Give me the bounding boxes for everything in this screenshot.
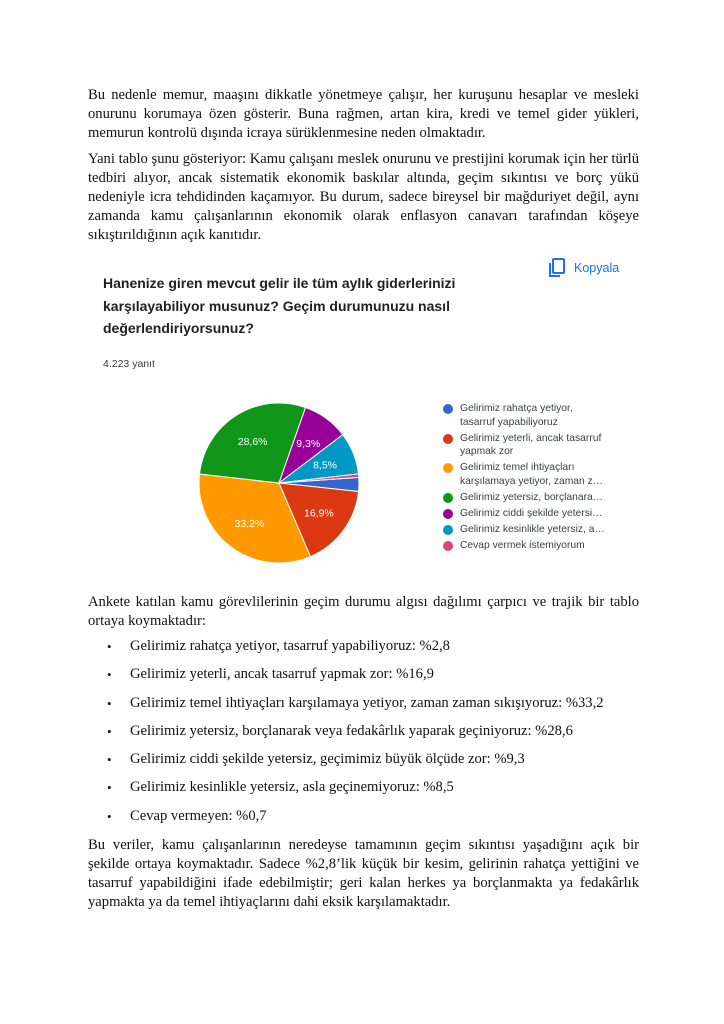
- chart-legend: [443, 402, 623, 555]
- pie-chart: [198, 402, 360, 564]
- paragraph-conclusion: Bu veriler, kamu çalışanlarının neredeyse tamamının geçim sıkıntısı yaşadığını açık bir şekilde ortaya koymaktadır. Sadece %2,8’lik küçük bir kesim, gelirinin rahatça yettiğini ve tasarruf yapabildiğini ifade edebilmiştir; geri kalan herkes ya borçlanmakta ya fedakârlık yapmakta ya da temel ihtiyaçlarını dahi eksik karşılamaktadır.: [88, 837, 639, 910]
- list-item: • Gelirimiz kesinlikle yetersiz, asla geçinemiyoruz: %8,5: [107, 779, 454, 796]
- legend-item: Gelirimiz rahatça yetiyor, tasarruf yapabiliyoruz: [443, 402, 623, 429]
- list-item: • Cevap vermeyen: %0,7: [107, 807, 267, 824]
- copy-button[interactable]: [548, 258, 619, 278]
- bullet-icon: •: [107, 667, 112, 683]
- list-item: • Gelirimiz yetersiz, borçlanarak veya fedakârlık yaparak geçiniyoruz: %28,6: [107, 722, 573, 739]
- pie-slice-label: 28,6%: [237, 435, 268, 448]
- bullet-icon: •: [107, 695, 112, 711]
- list-item: • Gelirimiz yeterli, ancak tasarruf yapmak zor: %16,9: [107, 666, 434, 683]
- bullet-icon: •: [107, 752, 112, 768]
- list-item: • Gelirimiz rahatça yetiyor, tasarruf yapabiliyoruz: %2,8: [107, 638, 450, 654]
- legend-item: Gelirimiz temel ihtiyaçları karşılamaya yetiyor, zaman z…: [443, 461, 623, 488]
- pie-slice-label: 9,3%: [296, 437, 321, 450]
- copy-label: Kopyala: [574, 261, 620, 275]
- response-count: 4.223 yanıt: [103, 358, 155, 370]
- survey-chart-card: [88, 250, 639, 580]
- chart-question-title: Hanenize giren mevcut gelir ile tüm aylık giderlerinizi karşılayabiliyor musunuz? Geçim durumunuzu nasıl değerlendiriyorsunuz?: [103, 275, 456, 336]
- pie-slice-label: 8,5%: [313, 459, 338, 472]
- legend-item: Gelirimiz kesinlikle yetersiz, a…: [443, 523, 623, 537]
- legend-dot-icon: [443, 434, 453, 444]
- legend-dot-icon: [443, 404, 453, 414]
- paragraph-intro: Bu nedenle memur, maaşını dikkatle yönetmeye çalışır, her kuruşunu hesaplar ve mesleki onurunu korumaya özen gösterir. Buna rağmen, artan kira, kredi ve temel gider yükleri, memurun kontrolü dışında icraya sürüklenmesine neden olmaktadır.: [88, 87, 639, 141]
- legend-item: Cevap vermek istemiyorum: [443, 539, 623, 553]
- copy-icon: [548, 258, 566, 278]
- legend-item: Gelirimiz ciddi şekilde yetersi…: [443, 507, 623, 521]
- legend-dot-icon: [443, 463, 453, 473]
- bullet-icon: •: [107, 808, 112, 824]
- legend-dot-icon: [443, 509, 453, 519]
- legend-dot-icon: [443, 541, 453, 551]
- bullet-icon: •: [107, 723, 112, 739]
- bullet-icon: •: [107, 780, 112, 796]
- list-item: • Gelirimiz temel ihtiyaçları karşılamaya yetiyor, zaman zaman sıkışıyoruz: %33,2: [107, 694, 604, 711]
- list-item: • Gelirimiz ciddi şekilde yetersiz, geçimimiz büyük ölçüde zor: %9,3: [107, 751, 525, 768]
- legend-dot-icon: [443, 525, 453, 535]
- paragraph-distribution-intro: Ankete katılan kamu görevlilerinin geçim durumu algısı dağılımı çarpıcı ve trajik bir tablo ortaya koymaktadır:: [88, 594, 639, 629]
- pie-slice-label: 16,9%: [303, 507, 334, 520]
- pie-slice-label: 33,2%: [234, 517, 265, 530]
- bullet-icon: •: [107, 639, 112, 654]
- legend-item: Gelirimiz yeterli, ancak tasarruf yapmak zor: [443, 432, 623, 459]
- legend-dot-icon: [443, 493, 453, 503]
- results-bullet-list: [104, 637, 644, 835]
- paragraph-summary: Yani tablo şunu gösteriyor: Kamu çalışanı meslek onurunu ve prestijini korumak için her türlü tedbiri alıyor, ancak sistematik ekonomik baskılar altında, geçim sıkıntısı ve borç yükü nedeniyle icra tehdidinden kaçamıyor. Bu durum, sadece bireysel bir mağduriyet değil, aynı zamanda kamu çalışanlarının ekonomik olarak enflasyon canavarı tarafından köşeye sıkıştırıldığının açık kanıtıdır.: [88, 151, 639, 243]
- legend-item: Gelirimiz yetersiz, borçlanara…: [443, 491, 623, 505]
